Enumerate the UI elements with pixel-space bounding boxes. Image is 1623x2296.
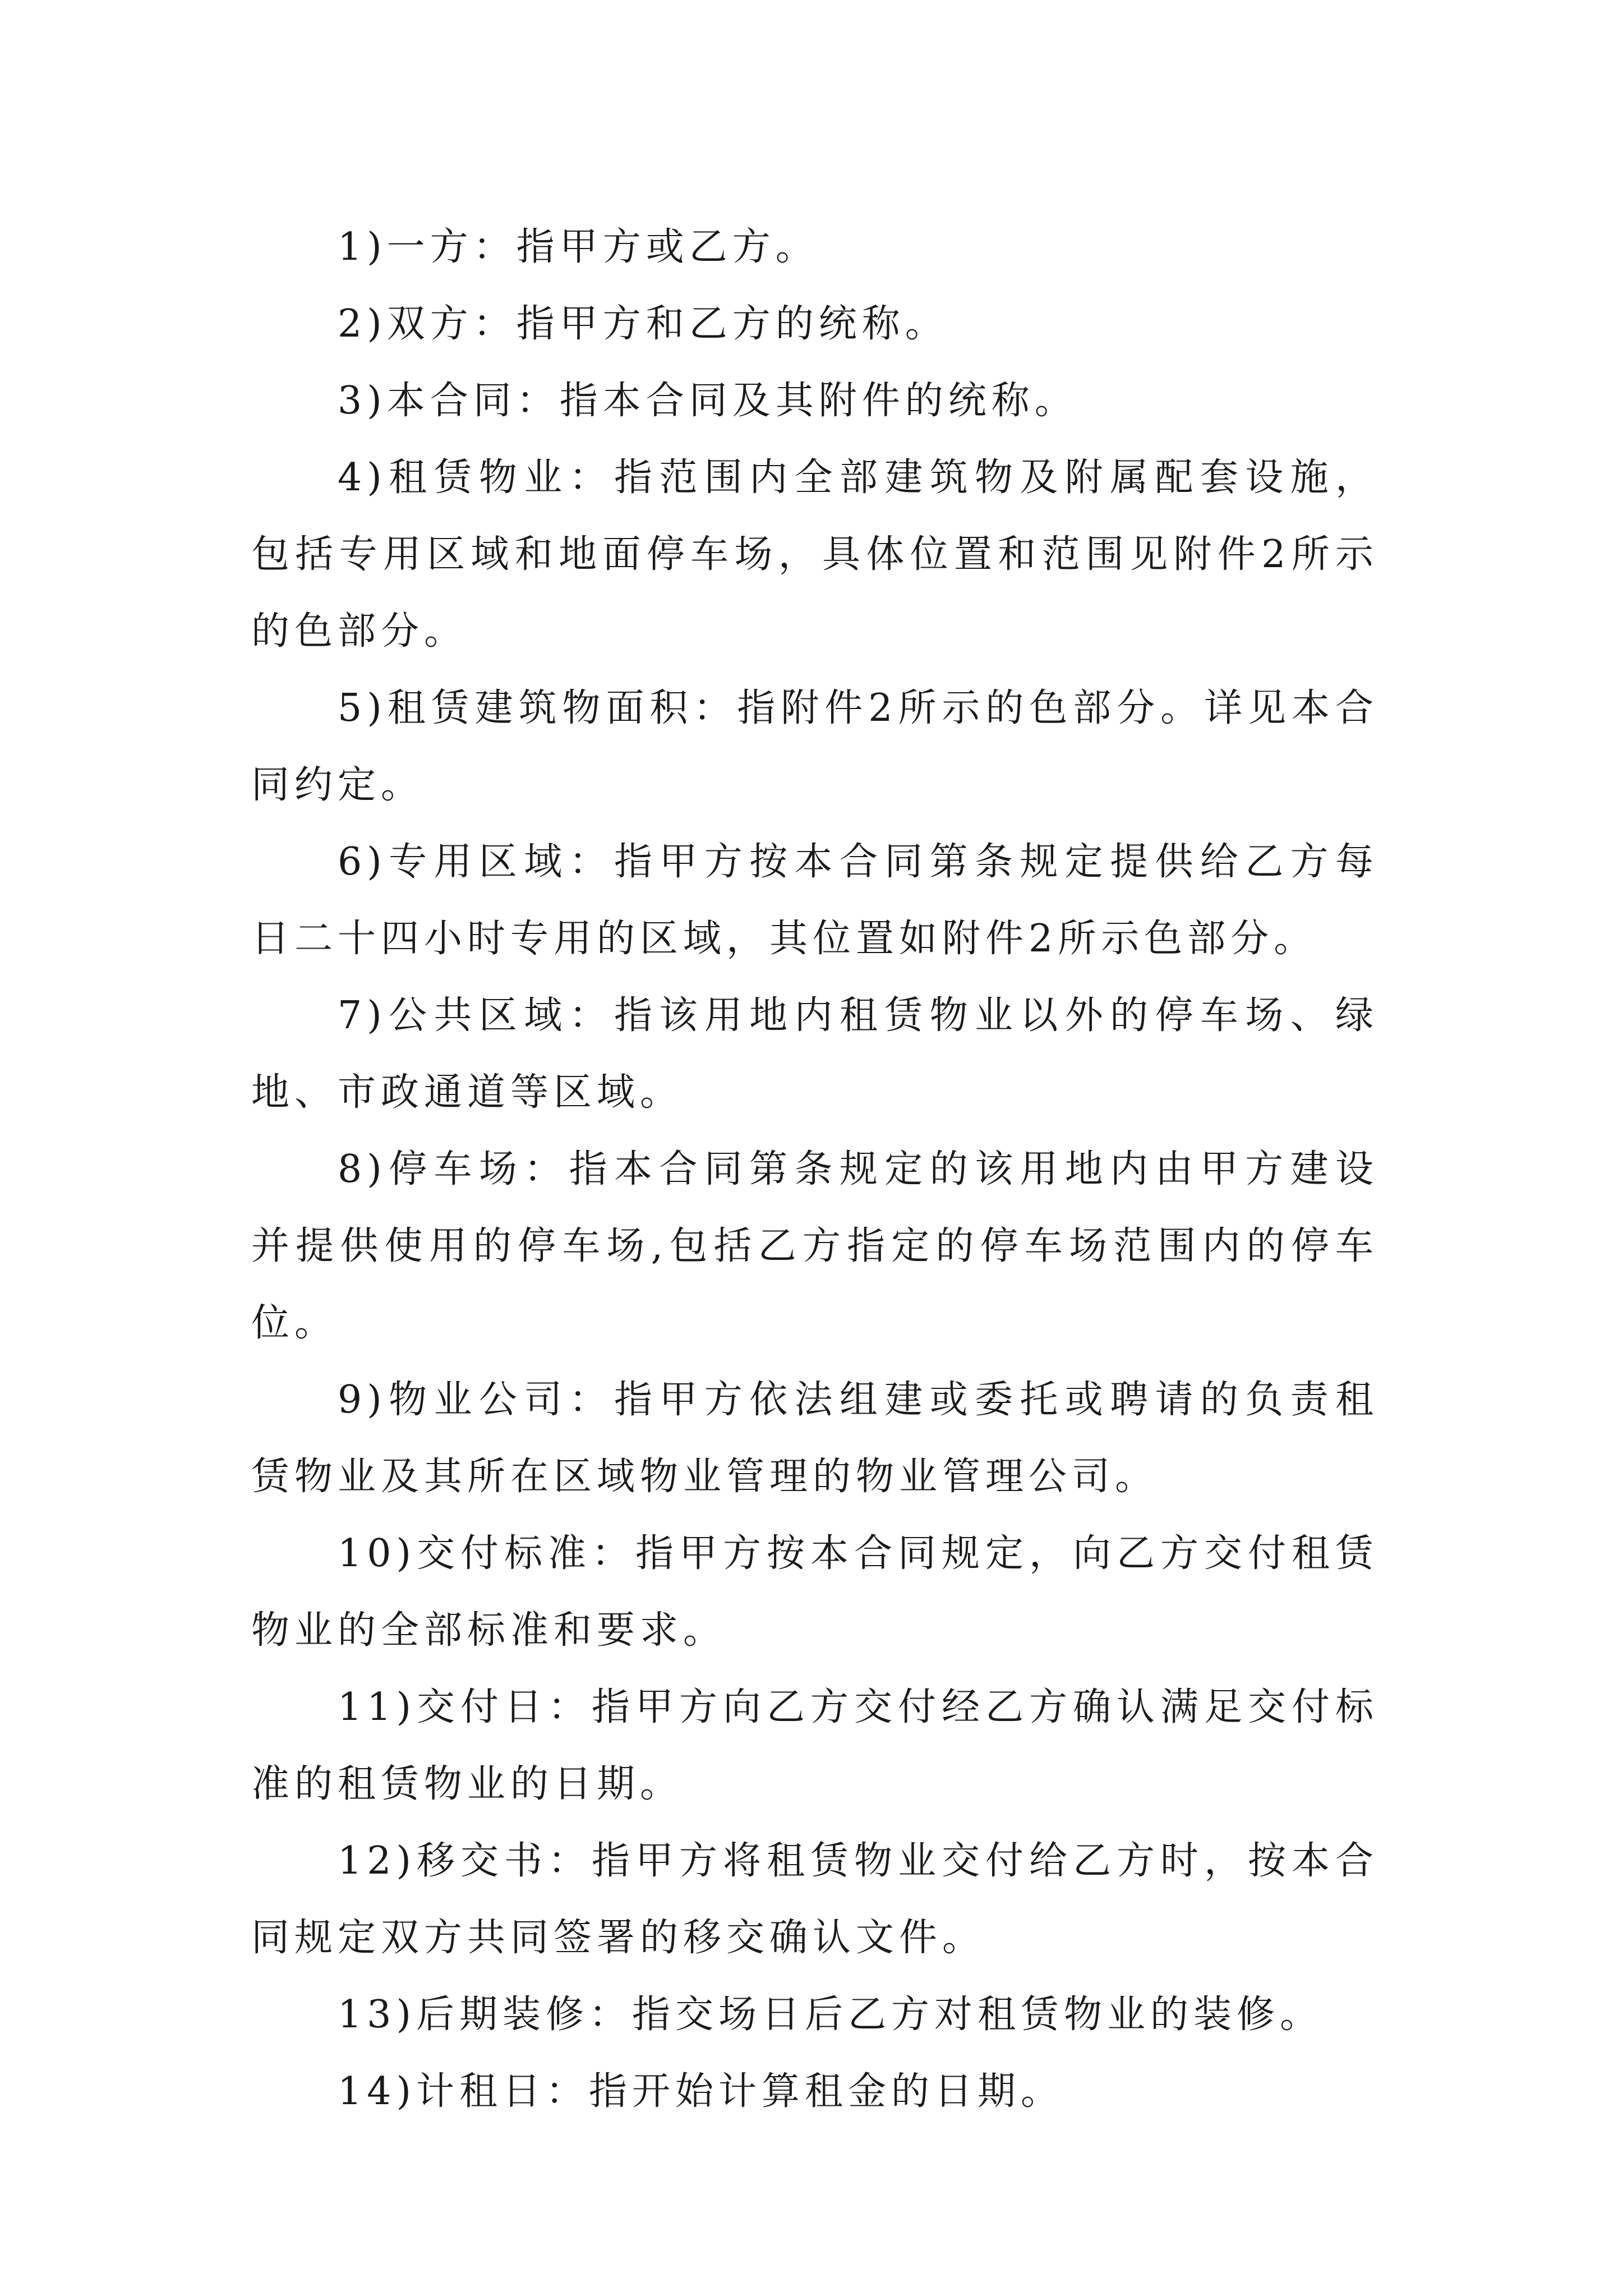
definition-paragraph: 10)交付标准：指甲方按本合同规定，向乙方交付租赁物业的全部标准和要求。 xyxy=(251,1531,1378,1653)
definition-paragraph: 6)专用区域：指甲方按本合同第条规定提供给乙方每日二十四小时专用的区域，其位置如附件2所示色部分。 xyxy=(251,840,1378,961)
definition-paragraph: 8)停车场：指本合同第条规定的该用地内由甲方建设并提供使用的停车场,包括乙方指定的停车场范围内的停车位。 xyxy=(251,1147,1378,1345)
definition-paragraph: 7)公共区域：指该用地内租赁物业以外的停车场、绿地、市政通道等区域。 xyxy=(251,993,1378,1115)
definition-paragraph: 13)后期装修：指交场日后乙方对租赁物业的装修。 xyxy=(338,1993,1324,2037)
definition-paragraph: 12)移交书：指甲方将租赁物业交付给乙方时，按本合同规定双方共同签署的移交确认文件。 xyxy=(251,1839,1378,1960)
definition-paragraph: 3)本合同：指本合同及其附件的统称。 xyxy=(338,379,1078,423)
definition-paragraph: 4)租赁物业：指范围内全部建筑物及附属配套设施，包括专用区域和地面停车场，具体位置和范围见附件2所示的色部分。 xyxy=(251,455,1378,654)
definition-paragraph: 2)双方：指甲方和乙方的统称。 xyxy=(338,302,948,346)
definition-paragraph: 14)计租日：指开始计算租金的日期。 xyxy=(338,2069,1064,2114)
definitions-list xyxy=(251,209,1378,2130)
definition-paragraph: 9)物业公司：指甲方依法组建或委托或聘请的负责租赁物业及其所在区域物业管理的物业管理公司。 xyxy=(251,1378,1378,1499)
definition-paragraph: 5)租赁建筑物面积：指附件2所示的色部分。详见本合同约定。 xyxy=(251,686,1378,807)
definition-paragraph: 1)一方：指甲方或乙方。 xyxy=(338,225,819,269)
definition-paragraph: 11)交付日：指甲方向乙方交付经乙方确认满足交付标准的租赁物业的日期。 xyxy=(251,1685,1378,1806)
